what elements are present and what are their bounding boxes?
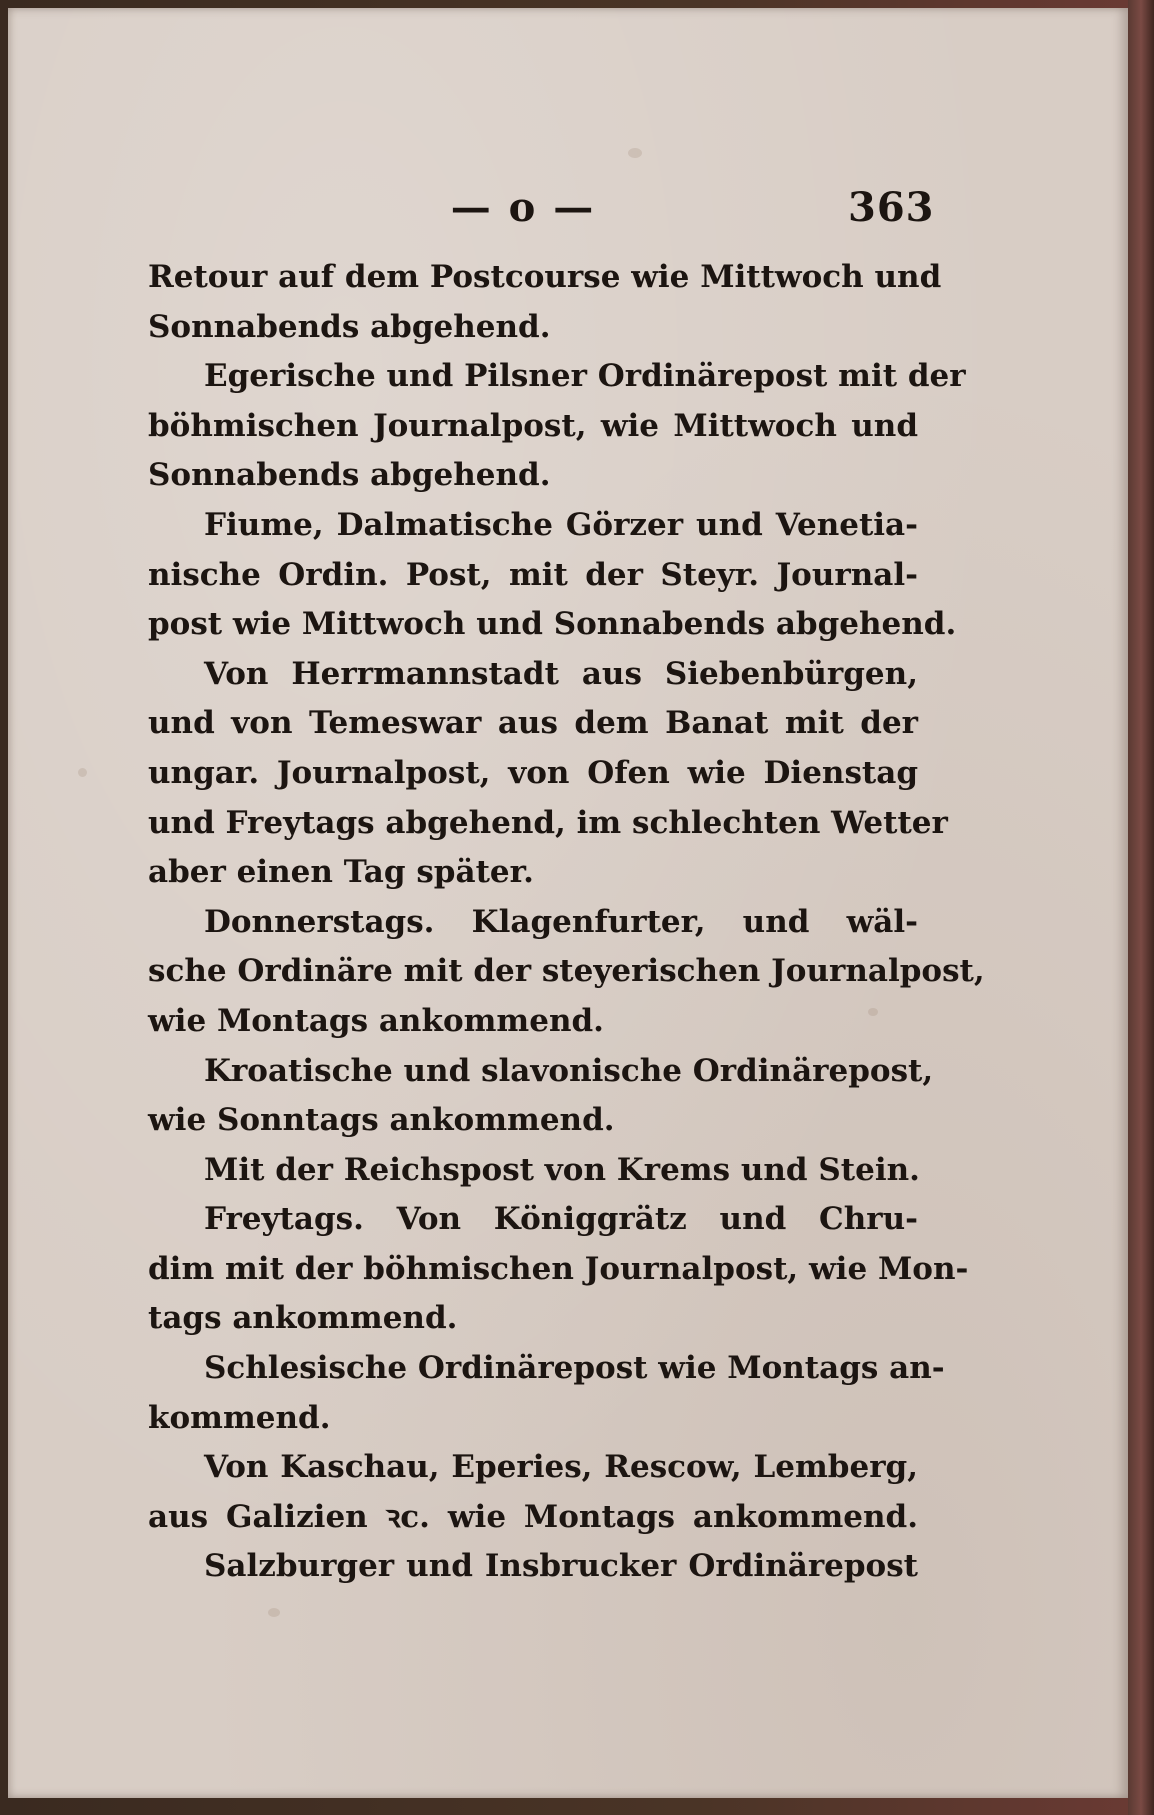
page-number: 363 (848, 184, 935, 231)
foxing-spot (628, 148, 642, 158)
text-line: kommend. (148, 1399, 331, 1436)
text-line: Salzburger und Insbrucker Ordinärepost (204, 1548, 918, 1585)
book-edge (1128, 0, 1154, 1815)
text-line: böhmischen Journalpost, wie Mittwoch und (148, 407, 918, 444)
header-ornament: — o — (450, 184, 596, 231)
foxing-spot (268, 1608, 280, 1617)
text-line: Retour auf dem Postcourse wie Mittwoch und (148, 259, 942, 295)
book-page (8, 8, 1128, 1798)
text-line: post wie Mittwoch und Sonnabends abgehend. (148, 606, 957, 643)
text-line: Egerische und Pilsner Ordinärepost mit der (204, 358, 966, 395)
text-line: und von Temeswar aus dem Banat mit der (148, 705, 918, 742)
text-line: wie Sonntags ankommend. (148, 1102, 615, 1139)
text-line: aus Galizien ꝛc. wie Montags ankommend. (148, 1498, 918, 1535)
text-line: Mit der Reichspost von Krems und Stein. (204, 1151, 920, 1188)
text-line: dim mit der böhmischen Journalpost, wie Mon- (148, 1250, 969, 1287)
text-line: tags ankommend. (148, 1300, 458, 1337)
text-line: Sonnabends abgehend. (148, 457, 551, 494)
text-line: nische Ordin. Post, mit der Steyr. Journal- (148, 556, 918, 593)
text-line: Schlesische Ordinärepost wie Montags an- (204, 1350, 945, 1387)
page-header (8, 184, 1128, 244)
body-text (148, 253, 985, 1592)
text-line: Donnerstags. Klagenfurter, und wäl- (204, 903, 918, 940)
text-line: wie Montags ankommend. (148, 1002, 604, 1039)
text-line: sche Ordinäre mit der steyerischen Journalpost, (148, 953, 985, 990)
text-line: ungar. Journalpost, von Ofen wie Dienstag (148, 754, 918, 791)
text-line: Von Herrmannstadt aus Siebenbürgen, (204, 655, 918, 692)
text-line: aber einen Tag später. (148, 854, 534, 891)
text-line: Sonnabends abgehend. (148, 308, 551, 345)
text-line: Fiume, Dalmatische Görzer und Venetia- (204, 506, 918, 543)
text-line: und Freytags abgehend, im schlechten Wetter (148, 804, 948, 841)
text-line: Kroatische und slavonische Ordinärepost, (204, 1052, 934, 1089)
text-line: Freytags. Von Königgrätz und Chru- (204, 1201, 918, 1238)
text-line: Von Kaschau, Eperies, Rescow, Lemberg, (204, 1449, 918, 1486)
foxing-spot (78, 768, 87, 777)
